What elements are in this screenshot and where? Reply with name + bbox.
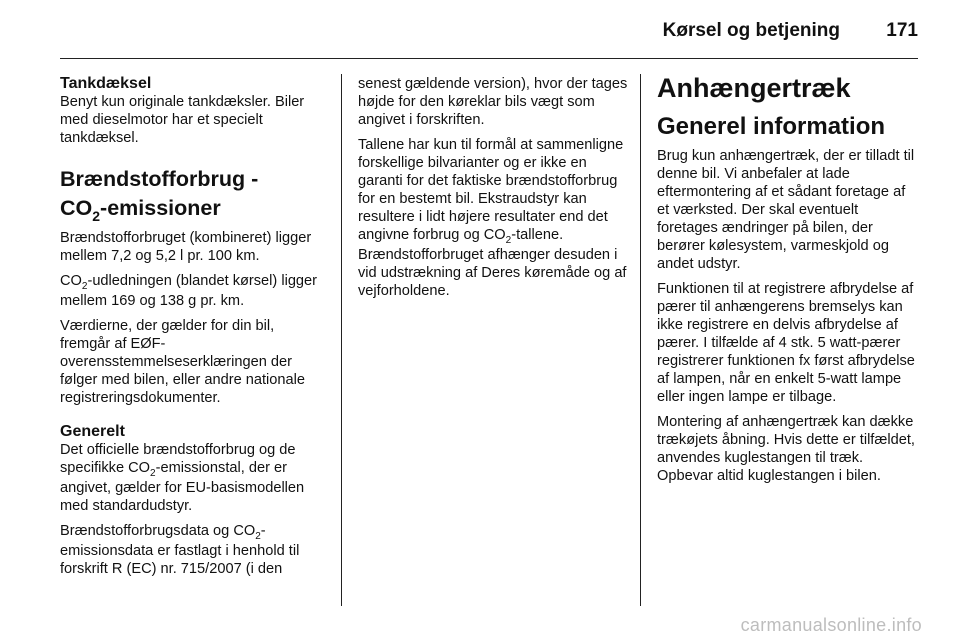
fuel-consumption-text: Brændstofforbruget (kombineret) ligger mellem 7,2 og 5,2 l pr. 100 km.	[60, 230, 312, 264]
column-divider-right	[640, 74, 641, 606]
values-text: Værdierne, der gælder for din bil, fremgår af EØF-overensstemmelseserklæringen der følger med bilen, eller andre nationale registreringsdokumenter.	[60, 318, 305, 406]
general-sub: 2	[150, 468, 156, 479]
header-rule	[60, 58, 918, 59]
towbar-mounting-text: Montering af anhængertræk kan dække trækøjets åbning. Hvis dette er tilfældet, anvendes kuglestangen til træk. Opbevar altid kuglestangen i bilen.	[657, 414, 915, 484]
column-divider-left	[341, 74, 342, 606]
co2-emission-text	[60, 272, 328, 310]
general-pre: Det officielle brændstofforbrug og de specifikke CO	[60, 442, 296, 476]
column-left	[60, 75, 328, 585]
comparison-text	[358, 136, 628, 300]
fuel-data-text	[60, 522, 328, 578]
towbar-approval-text: Brug kun anhængertræk, der er tilladt til denne bil. Vi anbefaler at lade eftermontering af et sådant foretage af et værksted. Der skal eventuelt foretages ændringer på bilen, der berører kølesystem, varmeskjold og andet udstyr.	[657, 148, 915, 272]
tank-cap-heading: Tankdæksel	[60, 75, 152, 92]
watermark: carmanualsonline.info	[740, 615, 922, 635]
fuel-heading-co: CO	[60, 196, 93, 220]
co2-sub: 2	[81, 281, 88, 292]
towbar-heading: Anhængertræk	[657, 73, 851, 103]
fuel-heading-line1: Brændstofforbrug -	[60, 167, 259, 191]
data-pre: Brændstofforbrugsdata og CO	[60, 523, 256, 539]
data-sub: 2	[255, 531, 261, 542]
column-right	[657, 75, 919, 492]
brake-light-text: Funktionen til at registrere afbrydelse af pærer til anhængerens bremselys kan ikke registrere en delvis afbrydelse af pærer. I tilfælde af 4 stk. 5 watt-pærer registrerer funktionen fx først afbrydelse af lampen, når en enkelt 5-watt lampe eller ingen lampe er tilbage.	[657, 281, 915, 405]
fuel-heading-sub: 2	[92, 208, 101, 224]
tank-cap-text: Benyt kun originale tankdæksler. Biler med dieselmotor har et specielt tankdæksel.	[60, 94, 305, 146]
general-heading: Generelt	[60, 423, 125, 440]
general-text	[60, 441, 328, 515]
comparison-rest: -tallene. Brændstofforbruget afhænger desuden i vid udstrækning af Deres køremåde og af vejforholdene.	[358, 227, 627, 299]
general-information-heading: Generel information	[657, 113, 886, 140]
comparison-sub: 2	[505, 235, 512, 246]
co2-rest: -udledningen (blandet kørsel) ligger mellem 169 og 138 g pr. km.	[60, 273, 318, 309]
page-number: 171	[886, 20, 918, 41]
page-header	[60, 0, 918, 60]
data-rest: -emissionsdata er fastlagt i henhold til forskrift R (EC) nr. 715/2007 (i den	[60, 523, 300, 577]
fuel-heading-rest: -emissioner	[100, 196, 221, 220]
fuel-consumption-heading	[60, 165, 328, 225]
co2-pre: CO	[60, 273, 82, 289]
regulation-continued-text: senest gældende version), hvor der tages højde for den køreklar bils vægt som angivet i forskriften.	[358, 76, 628, 128]
column-middle	[358, 75, 628, 307]
section-title: Kørsel og betjening	[662, 20, 840, 41]
general-rest: -emissionstal, der er angivet, gælder for EU-basismodellen med standardudstyr.	[60, 460, 305, 514]
comparison-pre: Tallene har kun til formål at sammenligne forskellige bilvarianter og er ikke en garanti for det faktiske brændstofforbrug for en bestemt bil. Ekstraudstyr kan resultere i lidt højere resultater end det angivne forbrug og CO	[358, 137, 624, 243]
